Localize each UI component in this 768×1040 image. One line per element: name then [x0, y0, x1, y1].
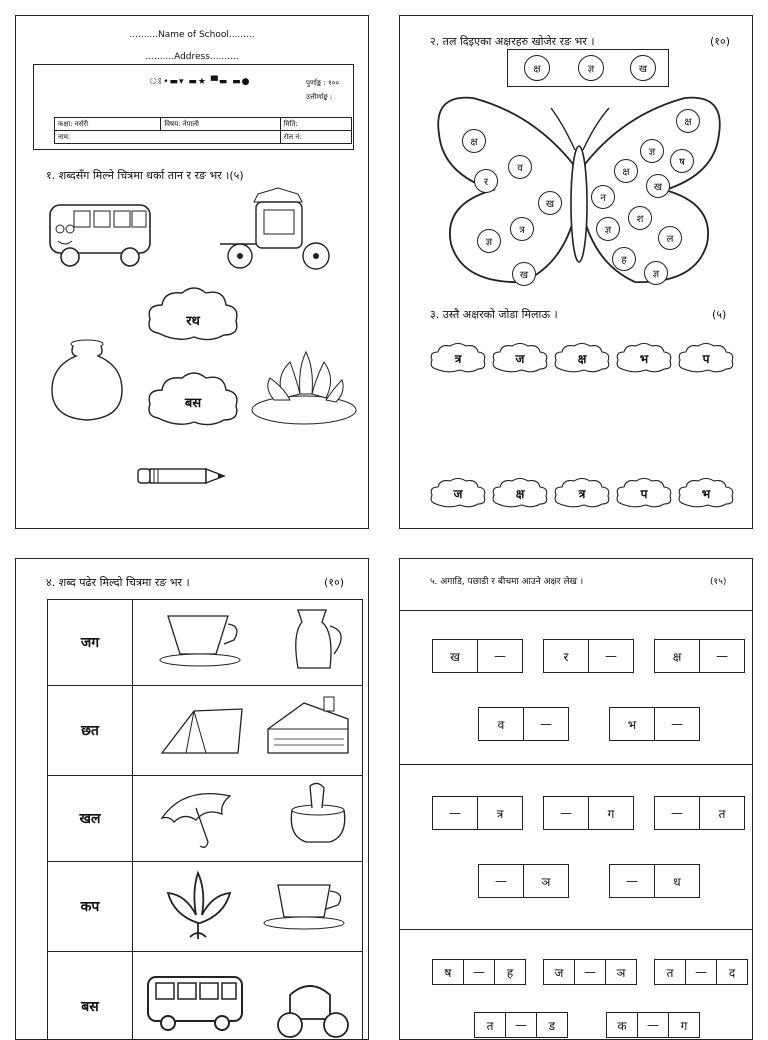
cloud-letter: ज	[428, 485, 488, 502]
sequence-cell: —	[699, 640, 744, 672]
word-bas-row: बस	[48, 952, 133, 1040]
lotus-and-cup-icons	[134, 865, 360, 945]
sequence-cell: ह	[494, 960, 525, 984]
target-letter-3: ख	[630, 55, 656, 81]
subject-cell: विषय: नेपाली	[161, 118, 280, 131]
letter-sequence-box	[543, 796, 634, 830]
cloud-letter: क्ष	[552, 350, 612, 367]
sequence-cell: ष	[433, 960, 463, 984]
sequence-cell: क्ष	[655, 640, 699, 672]
sequence-cell: ग	[668, 1013, 699, 1037]
sequence-cell: ड	[536, 1013, 567, 1037]
word-khal: खल	[48, 776, 133, 862]
letter-cloud	[552, 341, 612, 375]
wing-letter-18: ज्ञ	[644, 261, 668, 285]
question-2-marks: (१०)	[710, 34, 730, 49]
roll-cell: रोल नं:	[280, 131, 351, 144]
question-3-marks: (५)	[712, 307, 726, 322]
divider	[400, 610, 752, 611]
worksheet-panel-2	[399, 15, 753, 529]
question-3: ३. उस्तै अक्षरको जोडा मिलाऊ ।	[430, 307, 558, 322]
school-address: ..........Address..........	[16, 52, 368, 62]
word-chhat: छत	[48, 686, 133, 776]
lotus-illustration	[244, 348, 358, 428]
question-2: २. तल दिइएका अक्षरहरु खोजेर रङ भर ।	[430, 34, 595, 49]
letter-sequence-box	[478, 707, 569, 741]
wing-letter-15: ज्ञ	[596, 217, 620, 241]
target-letter-2: ज्ञ	[578, 55, 604, 81]
letter-cloud	[614, 341, 674, 375]
sequence-cell: —	[544, 797, 588, 829]
letter-sequence-box	[478, 864, 569, 898]
wing-letter-13: न	[591, 185, 615, 209]
wing-letter-16: ल	[658, 226, 682, 250]
letter-sequence-box	[654, 796, 745, 830]
sequence-cell: भ	[610, 708, 654, 740]
wing-letter-2: व	[508, 155, 532, 179]
cloud-letter: ज	[490, 350, 550, 367]
pencil-illustration	[136, 464, 228, 490]
word-ratha: रथ	[144, 311, 242, 329]
wing-letter-3: र	[474, 169, 498, 193]
picture-cell	[133, 600, 363, 686]
sequence-cell: ञ	[605, 960, 636, 984]
sequence-cell: त	[655, 960, 685, 984]
sequence-cell: ज	[544, 960, 574, 984]
word-jag: जग	[48, 600, 133, 686]
sequence-cell: त्र	[477, 797, 522, 829]
wing-letter-6: ज्ञ	[477, 229, 501, 253]
wing-letter-7: ख	[512, 262, 536, 286]
date-cell: मिति:	[280, 118, 351, 131]
sequence-cell: —	[463, 960, 494, 984]
letter-cloud	[428, 341, 488, 375]
wing-letter-8: ज्ञ	[640, 139, 664, 163]
sequence-cell: —	[654, 708, 699, 740]
cup-and-jug-icons	[134, 602, 360, 680]
sequence-cell: त	[475, 1013, 505, 1037]
sequence-cell: —	[479, 865, 523, 897]
wing-letter-1: क्ष	[462, 129, 486, 153]
wing-letter-9: क्ष	[676, 109, 700, 133]
tent-and-house-icons	[134, 689, 360, 769]
name-cell: नाम:	[55, 131, 281, 144]
letter-cloud	[552, 476, 612, 510]
sequence-cell: क	[607, 1013, 637, 1037]
question-4-marks: (१०)	[324, 575, 344, 590]
worksheet-panel-4	[399, 558, 753, 1040]
question-1: १. शब्दसँग मिल्ने चित्रमा धर्का तान र रङ भर ।(५)	[46, 168, 244, 183]
sequence-cell: त	[699, 797, 744, 829]
header-ornament: ঃ•▬▾ ▬★ ▀▬ ▬●	[149, 74, 251, 89]
sequence-cell: ञ	[523, 865, 568, 897]
question-5-marks: (१५)	[710, 574, 726, 587]
letter-cloud	[428, 476, 488, 510]
letter-sequence-box	[609, 707, 700, 741]
worksheet-panel-1	[15, 15, 369, 529]
sequence-cell: —	[655, 797, 699, 829]
letter-cloud	[676, 476, 736, 510]
target-letters-box	[507, 49, 669, 87]
worksheet-panel-3	[15, 558, 369, 1040]
sequence-cell: ध	[654, 865, 699, 897]
picture-cell	[133, 776, 363, 862]
sequence-cell: —	[523, 708, 568, 740]
letter-sequence-box	[432, 639, 523, 673]
sequence-cell: —	[588, 640, 633, 672]
sequence-cell: र	[544, 640, 588, 672]
letter-sequence-box	[654, 959, 748, 985]
wing-letter-11: क्ष	[614, 159, 638, 183]
cloud-letter: भ	[614, 350, 674, 367]
cloud-letter: त्र	[428, 350, 488, 367]
letter-sequence-box	[432, 959, 526, 985]
student-info-table	[54, 117, 352, 144]
wing-letter-10: ष	[670, 149, 694, 173]
sequence-cell: व	[479, 708, 523, 740]
divider	[400, 764, 752, 765]
cloud-letter: प	[614, 485, 674, 502]
letter-sequence-box	[606, 1012, 700, 1038]
letter-sequence-box	[654, 639, 745, 673]
letter-sequence-box	[432, 796, 523, 830]
sequence-cell: ख	[433, 640, 477, 672]
letter-sequence-box	[609, 864, 700, 898]
cloud-letter: भ	[676, 485, 736, 502]
grade-cell: कक्षा: नर्सरी	[55, 118, 161, 131]
picture-cell	[133, 686, 363, 776]
word-kap: कप	[48, 862, 133, 952]
word-bas: बस	[144, 393, 242, 411]
letter-cloud	[614, 476, 674, 510]
sequence-cell: —	[610, 865, 654, 897]
wing-letter-17: ह	[612, 247, 636, 271]
bus-illustration	[46, 199, 154, 271]
wing-letter-14: श	[628, 206, 652, 230]
umbrella-and-mortar-icons	[134, 778, 360, 856]
wing-letter-12: ख	[646, 174, 670, 198]
info-box	[33, 64, 354, 150]
letter-sequence-box	[474, 1012, 568, 1038]
sequence-cell: —	[685, 960, 716, 984]
picture-cell	[133, 952, 363, 1040]
pot-illustration	[48, 338, 126, 422]
sequence-cell: —	[505, 1013, 536, 1037]
bus-and-carriage-icons	[134, 955, 360, 1040]
sequence-cell: द	[716, 960, 747, 984]
cloud-letter: त्र	[552, 485, 612, 502]
wing-letter-4: ख	[538, 191, 562, 215]
divider	[400, 929, 752, 930]
school-name: ..........Name of School.........	[16, 30, 368, 40]
wing-letter-5: त्र	[510, 217, 534, 241]
cloud-letter: प	[676, 350, 736, 367]
question-4: ४. शब्द पढेर मिल्दो चित्रमा रङ भर ।	[46, 575, 190, 590]
letter-cloud	[490, 476, 550, 510]
sequence-cell: —	[637, 1013, 668, 1037]
chariot-illustration	[218, 186, 338, 272]
sequence-cell: —	[477, 640, 522, 672]
letter-cloud	[490, 341, 550, 375]
full-marks: पुर्णाङ्क : १००	[306, 79, 339, 88]
picture-cell	[133, 862, 363, 952]
letter-sequence-box	[543, 959, 637, 985]
sequence-cell: —	[433, 797, 477, 829]
cloud-letter: क्ष	[490, 485, 550, 502]
word-picture-table	[47, 599, 363, 1040]
target-letter-1: क्ष	[524, 55, 550, 81]
sequence-cell: ग	[588, 797, 633, 829]
pass-marks: उत्तीर्णाङ्क :	[306, 93, 332, 102]
sequence-cell: —	[574, 960, 605, 984]
letter-sequence-box	[543, 639, 634, 673]
letter-cloud	[676, 341, 736, 375]
question-5: ५. अगाडि, पछाडी र बीचमा आउने अक्षर लेख ।	[430, 574, 583, 587]
